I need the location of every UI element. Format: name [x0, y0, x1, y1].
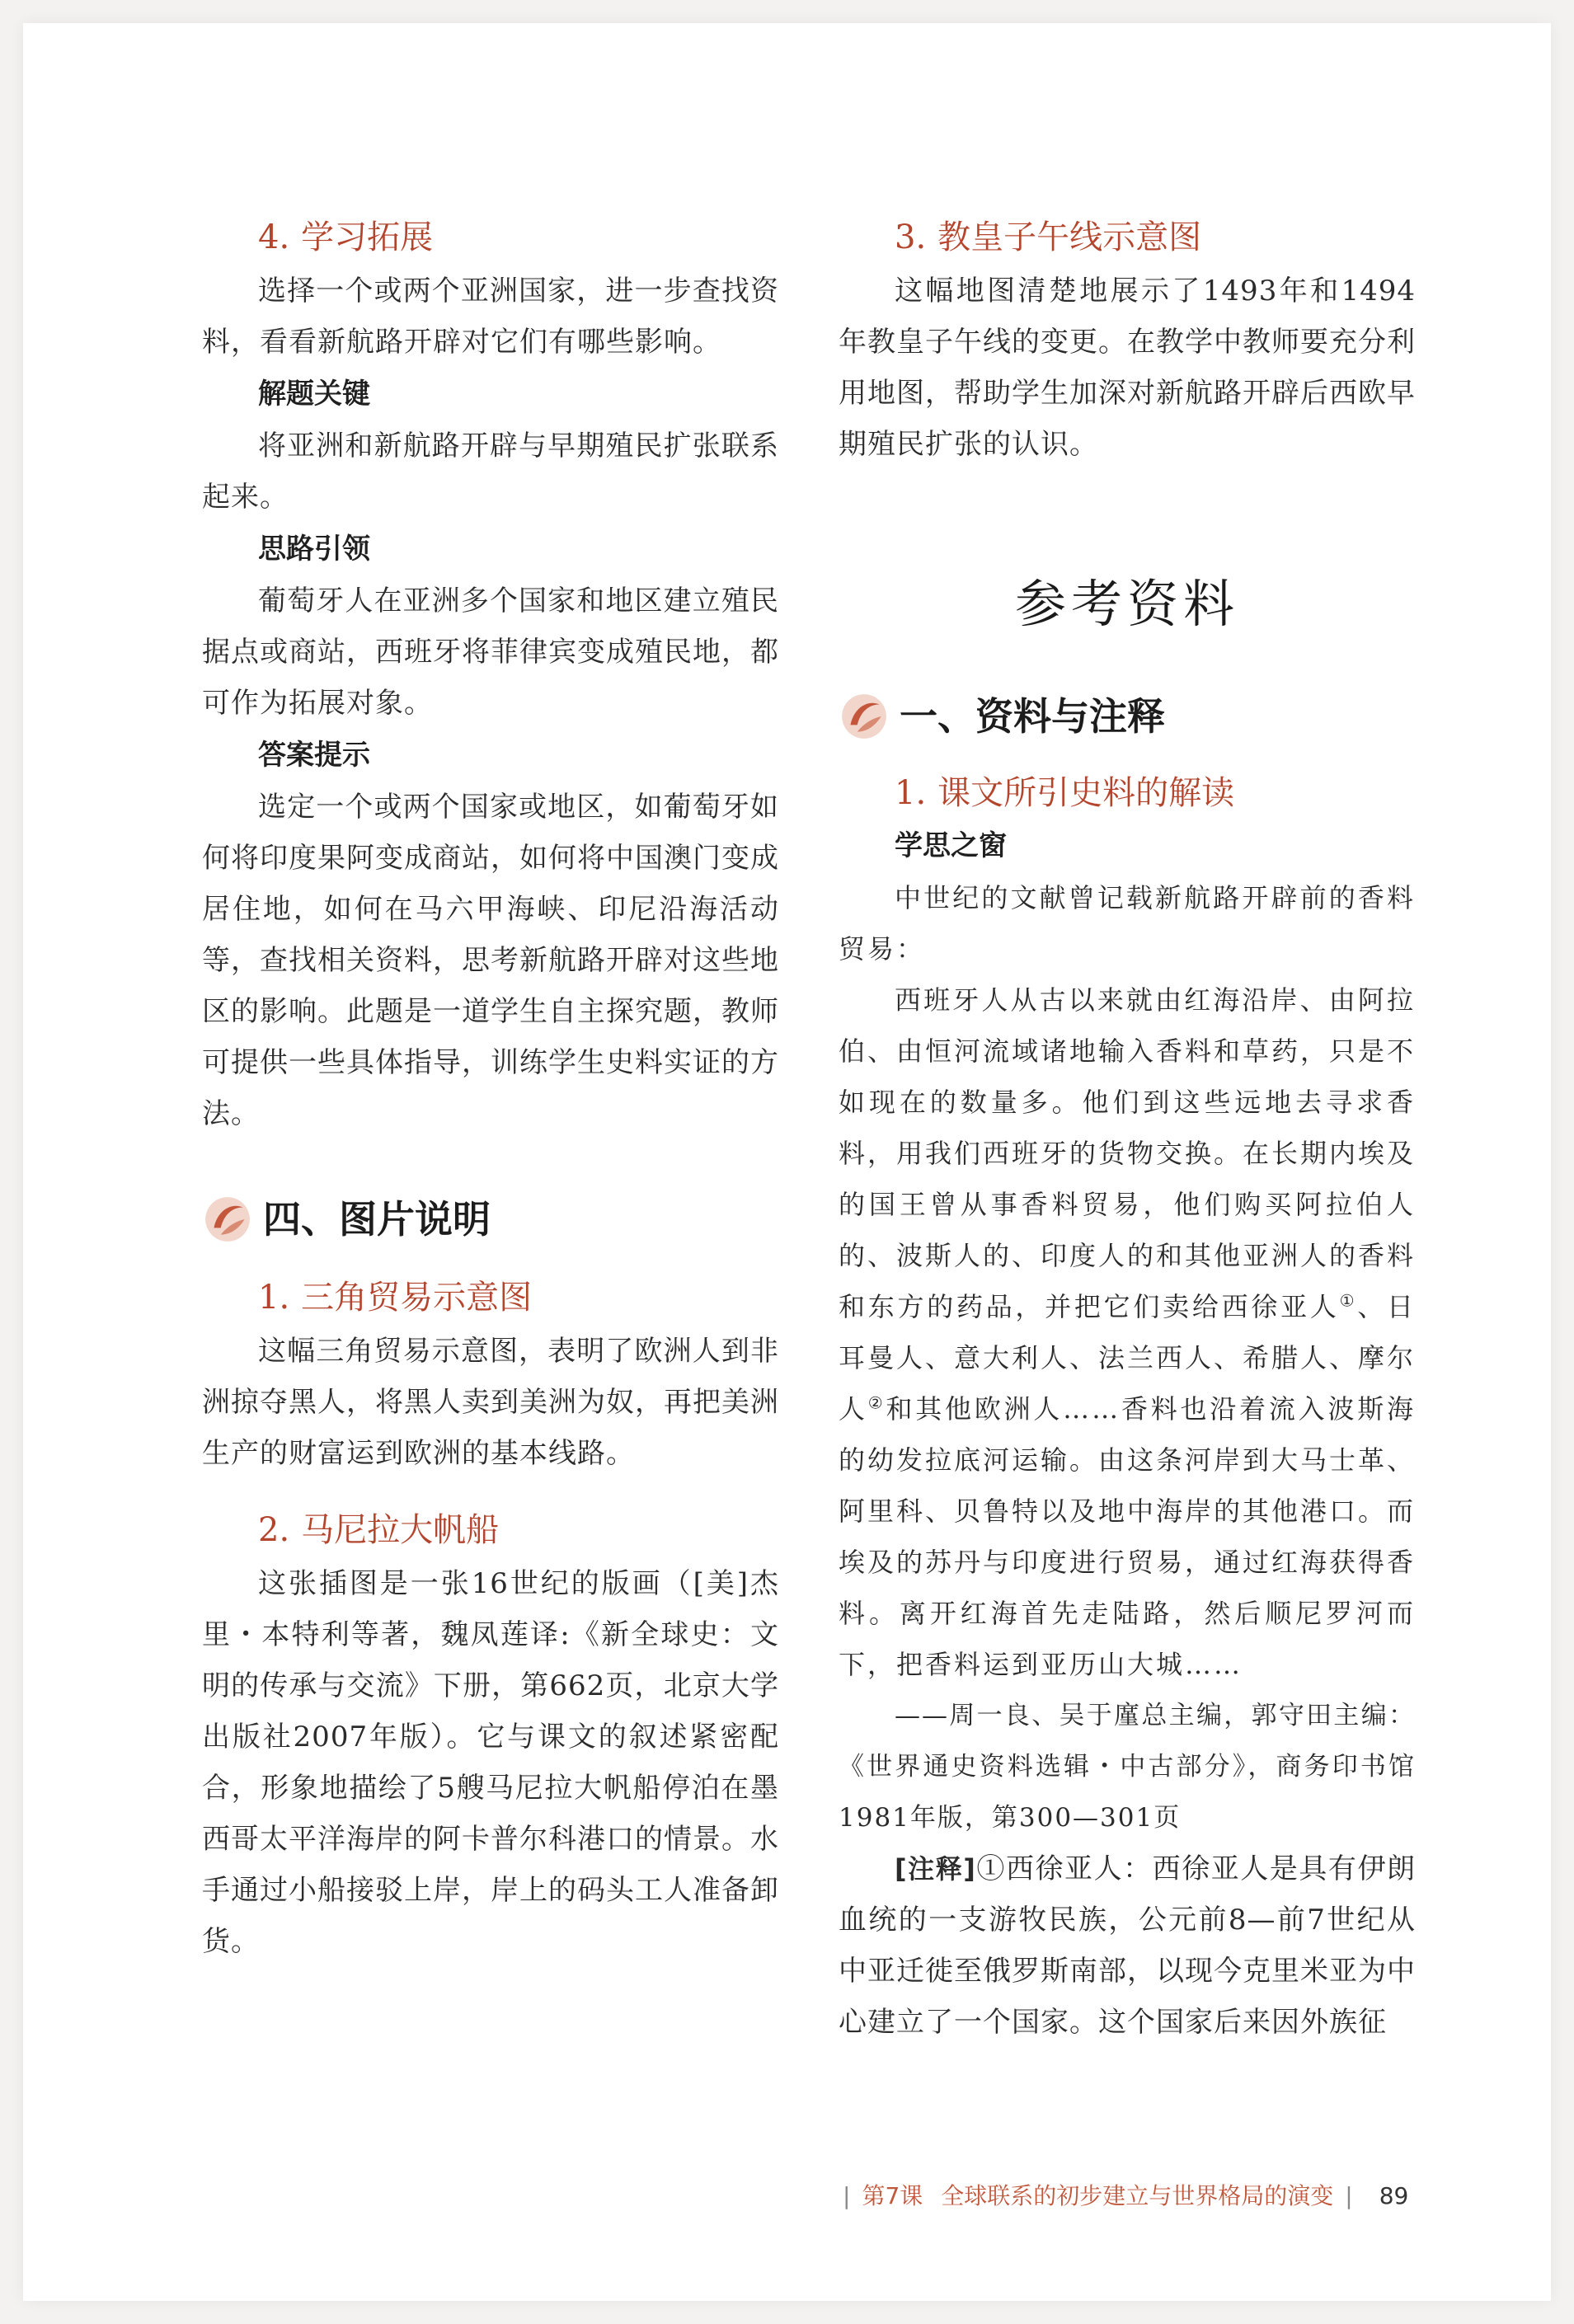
subsection-title: 三角贸易示意图: [301, 1279, 533, 1317]
subsection-number: 1.: [895, 774, 927, 812]
subsection-heading-study-extension: [202, 214, 779, 261]
label-study-window: 学思之窗: [895, 829, 1007, 862]
section-number: 一、: [900, 694, 975, 739]
subsection-number: 1.: [258, 1279, 290, 1317]
section-heading-materials-notes: [839, 688, 1416, 745]
quote-text: 西班牙人从古以来就由红海沿岸、由阿拉伯、由恒河流域诸地输入香料和草药，只是不如现在的数量多。他们到这些远地去寻求香料，用我们西班牙的货物交换。在长期内埃及的国王曾从事香料贸易，他们购买阿拉伯人的、波斯人的、印度人的和其他亚洲人的香料和东方的药品，并把它们卖给西徐亚人: [839, 984, 1417, 1322]
subsection-heading-papal-meridian: [839, 214, 1416, 261]
section-title: 资料与注释: [975, 694, 1165, 739]
section-number: 四、: [263, 1197, 339, 1242]
quote-block: [839, 974, 1416, 1690]
reference-materials-title: 参考资料: [1014, 574, 1239, 634]
quote-text: 和其他欧洲人……香料也沿着流入波斯海的幼发拉底河运输。由这条河岸到大马士革、阿里科、贝鲁特以及地中海岸的其他港口。而埃及的苏丹与印度进行贸易，通过红海获得香料。离开红海首先走陆路，然后顺尼罗河而下，把香料运到亚历山大城……: [839, 1393, 1417, 1680]
paragraph: 这幅地图清楚地展示了1493年和1494年教皇子午线的变更。在教学中教师要充分利用地图，帮助学生加深对新航路开辟后西欧早期殖民扩张的认识。: [839, 275, 1416, 461]
quote-text: 、日耳曼人、意大利人、法兰西人、希腊人、摩尔人: [839, 1291, 1417, 1425]
page-footer: [831, 2171, 1458, 2221]
subsection-heading-source-interpretation: [839, 770, 1416, 816]
subsection-title: 课文所引史料的解读: [937, 774, 1235, 812]
subsection-title: 教皇子午线示意图: [937, 218, 1202, 256]
subsection-title: 马尼拉大帆船: [301, 1511, 500, 1549]
textbook-page: [23, 23, 1551, 2301]
paragraph: 将亚洲和新航路开辟与早期殖民扩张联系起来。: [202, 430, 779, 514]
swirl-section-icon: [839, 691, 890, 742]
left-column: [202, 214, 779, 1967]
footer-lesson: 第7课: [862, 2182, 923, 2209]
section-heading-picture-notes: [202, 1190, 779, 1248]
label-key-points: 解题关键: [258, 378, 370, 411]
footer-divider: |: [1345, 2182, 1353, 2209]
subsection-number: 4.: [258, 218, 290, 256]
label-thinking-guide: 思路引领: [258, 533, 370, 566]
note-text: 西徐亚人：西徐亚人是具有伊朗血统的一支游牧民族，公元前8—前7世纪从中亚迁徙至俄罗斯南部，以现今克里米亚为中心建立了一个国家。这个国家后来因外族征: [839, 1852, 1416, 2039]
section-title: 图片说明: [339, 1197, 491, 1242]
label-answer-hint: 答案提示: [258, 739, 370, 772]
paragraph: 选择一个或两个亚洲国家，进一步查找资料，看看新航路开辟对它们有哪些影响。: [202, 275, 779, 359]
quote-intro: 中世纪的文献曾记载新航路开辟前的香料贸易：: [839, 882, 1416, 965]
paragraph: 选定一个或两个国家或地区，如葡萄牙如何将印度果阿变成商站，如何将中国澳门变成居住地，如何在马六甲海峡、印尼沿海活动等，查找相关资料，思考新航路开辟对这些地区的影响。此题是一道学生自主探究题，教师可提供一些具体指导，训练学生史料实证的方法。: [202, 791, 779, 1130]
right-column: [839, 214, 1416, 2048]
page-number: 89: [1379, 2182, 1409, 2209]
annotation-note: [839, 1843, 1416, 2048]
footnote-marker: ①: [975, 1852, 1006, 1885]
swirl-section-icon: [202, 1194, 253, 1245]
subsection-number: 3.: [895, 218, 927, 256]
subsection-heading-triangle-trade: [202, 1275, 779, 1321]
footnote-marker: ②: [867, 1392, 886, 1413]
note-label: [注释]: [895, 1853, 976, 1885]
footer-lesson-title: 全球联系的初步建立与世界格局的演变: [941, 2182, 1334, 2209]
footer-divider: |: [843, 2182, 851, 2209]
subsection-title: 学习拓展: [301, 218, 434, 256]
paragraph: 葡萄牙人在亚洲多个国家和地区建立殖民据点或商站，西班牙将菲律宾变成殖民地，都可作为拓展对象。: [202, 585, 779, 720]
citation-source: ——周一良、吴于廑总主编，郭守田主编：《世界通史资料选辑・中古部分》，商务印书馆1981年版，第300—301页: [839, 1701, 1416, 1833]
subsection-heading-manila-galleon: [202, 1507, 779, 1553]
subsection-number: 2.: [258, 1511, 290, 1549]
paragraph: 这张插图是一张16世纪的版画（[美]杰里・本特利等著，魏凤莲译:《新全球史：文明的传承与交流》下册，第662页，北京大学出版社2007年版）。它与课文的叙述紧密配合，形象地描绘了5艘马尼拉大帆船停泊在墨西哥太平洋海岸的阿卡普尔科港口的情景。水手通过小船接驳上岸，岸上的码头工人准备卸货。: [202, 1567, 779, 1958]
paragraph: 这幅三角贸易示意图，表明了欧洲人到非洲掠夺黑人，将黑人卖到美洲为奴，再把美洲生产的财富运到欧洲的基本线路。: [202, 1335, 779, 1470]
footnote-marker: ①: [1339, 1290, 1358, 1311]
